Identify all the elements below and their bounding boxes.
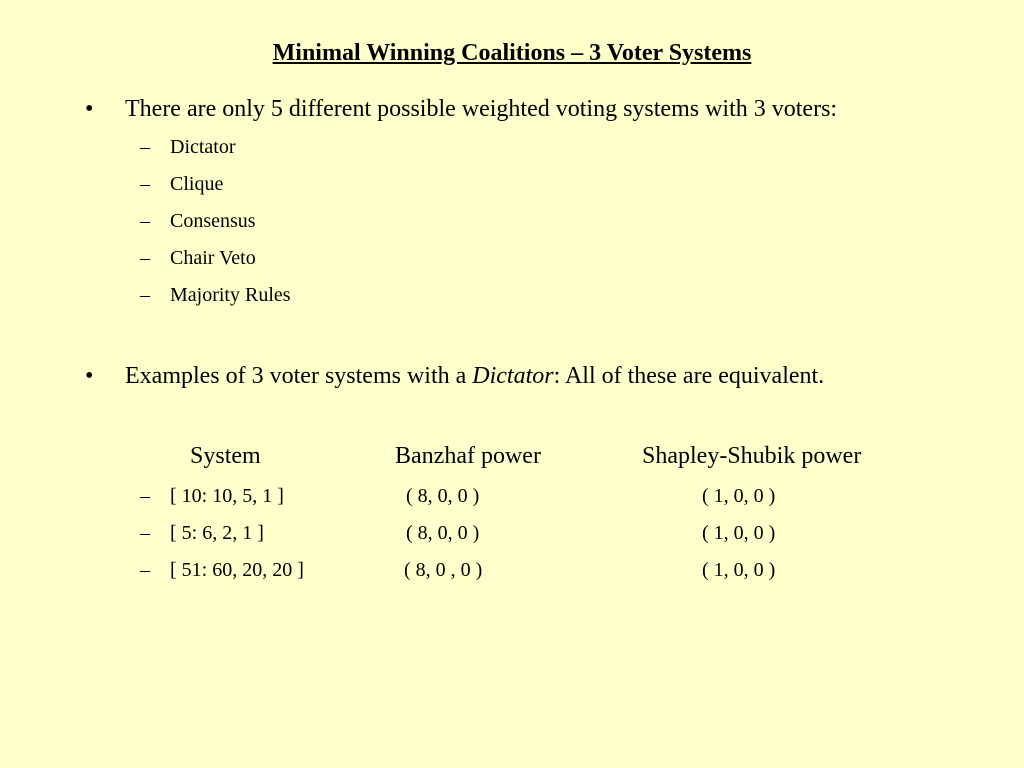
cell-banzhaf: ( 8, 0, 0 ) bbox=[406, 522, 480, 544]
bullet-text-italic: Dictator bbox=[472, 363, 554, 389]
bullet-text-start: Examples of 3 voter systems with a bbox=[125, 363, 473, 389]
dash-icon: – bbox=[140, 284, 150, 306]
column-header-banzhaf: Banzhaf power bbox=[395, 443, 541, 469]
bullet-text bbox=[125, 363, 824, 390]
dash-icon: – bbox=[140, 247, 150, 269]
cell-banzhaf: ( 8, 0 , 0 ) bbox=[404, 559, 483, 581]
bullet-icon: • bbox=[85, 363, 94, 389]
dash-icon: – bbox=[140, 485, 150, 507]
system-name: Consensus bbox=[170, 210, 256, 232]
dash-icon: – bbox=[140, 522, 150, 544]
system-name: Chair Veto bbox=[170, 247, 256, 269]
column-header-shapley-shubik: Shapley-Shubik power bbox=[642, 443, 862, 469]
system-name: Clique bbox=[170, 173, 224, 195]
column-header-system: System bbox=[190, 443, 261, 469]
table-row bbox=[140, 522, 900, 546]
cell-system: [ 5: 6, 2, 1 ] bbox=[170, 522, 264, 544]
cell-shapley-shubik: ( 1, 0, 0 ) bbox=[702, 559, 776, 581]
dash-icon: – bbox=[140, 210, 150, 232]
cell-system: [ 51: 60, 20, 20 ] bbox=[170, 559, 304, 581]
system-name: Majority Rules bbox=[170, 284, 291, 306]
dash-icon: – bbox=[140, 136, 150, 158]
bullet-text-end: : All of these are equivalent. bbox=[553, 363, 825, 389]
system-name: Dictator bbox=[170, 136, 236, 158]
dash-icon: – bbox=[140, 173, 150, 195]
slide-title: Minimal Winning Coalitions – 3 Voter Systems bbox=[272, 40, 752, 66]
bullet-icon: • bbox=[85, 96, 94, 122]
dash-icon: – bbox=[140, 559, 150, 581]
cell-shapley-shubik: ( 1, 0, 0 ) bbox=[702, 485, 776, 507]
cell-banzhaf: ( 8, 0, 0 ) bbox=[406, 485, 480, 507]
cell-shapley-shubik: ( 1, 0, 0 ) bbox=[702, 522, 776, 544]
table-row bbox=[140, 485, 900, 509]
table-row bbox=[140, 559, 900, 583]
bullet-text: There are only 5 different possible weighted voting systems with 3 voters: bbox=[125, 96, 838, 122]
cell-system: [ 10: 10, 5, 1 ] bbox=[170, 485, 284, 507]
